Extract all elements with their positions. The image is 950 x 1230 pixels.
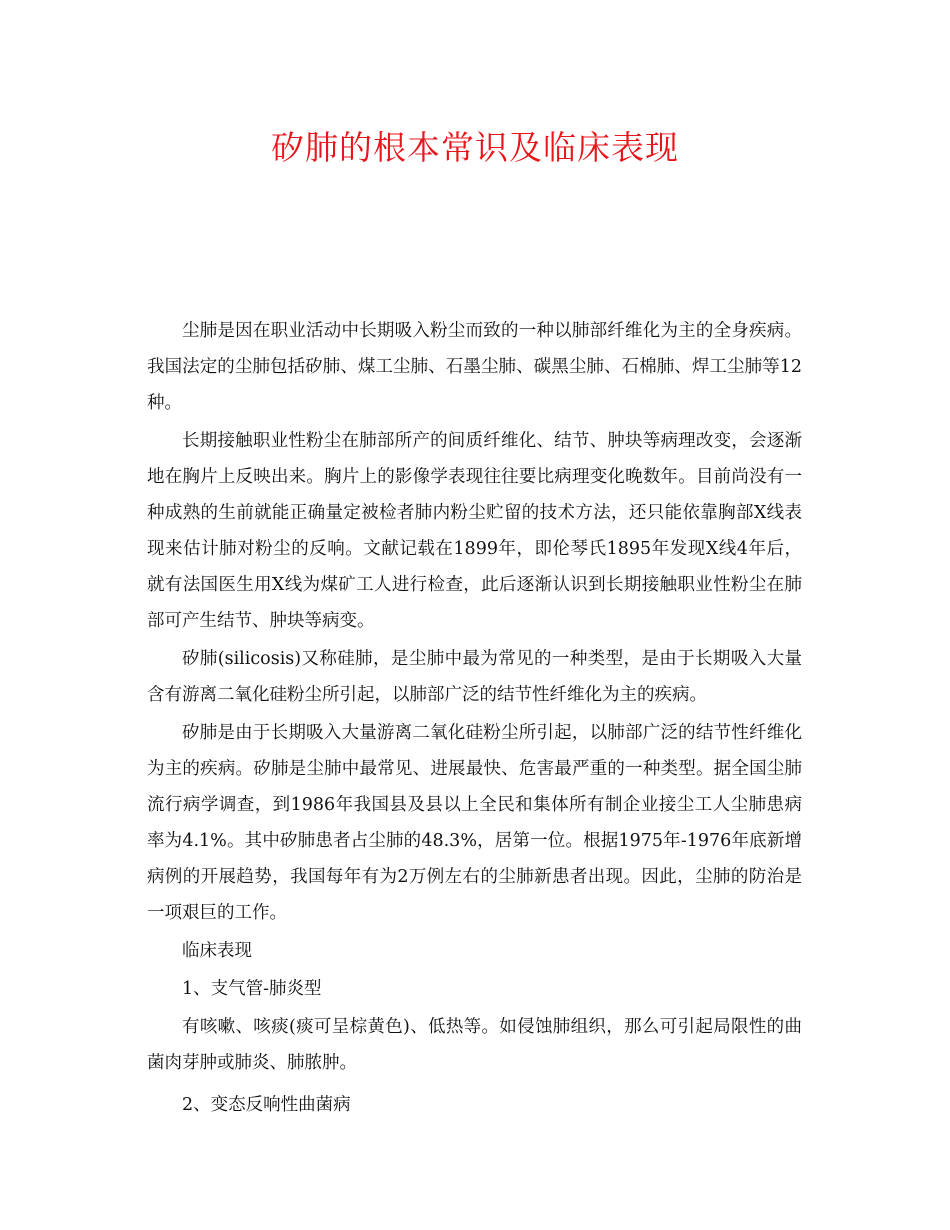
paragraph-bronchopneumonia-symptoms: 有咳嗽、咳痰(痰可呈棕黄色)、低热等。如侵蚀肺组织，那么可引起局限性的曲菌肉芽肿或肺炎、肺脓肿。 <box>147 1017 802 1073</box>
paragraph-silicosis-definition: 矽肺(silicosis)又称硅肺，是尘肺中最为常见的一种类型，是由于长期吸入大量含有游离二氧化硅粉尘所引起，以肺部广泛的结节性纤维化为主的疾病。 <box>147 649 802 705</box>
subheading-allergic-aspergillosis: 2、变态反响性曲菌病 <box>182 1095 351 1115</box>
paragraph-silicosis-epidemiology: 矽肺是由于长期吸入大量游离二氧化硅粉尘所引起，以肺部广泛的结节性纤维化为主的疾病。矽肺是尘肺中最常见、进展最快、危害最严重的一种类型。据全国尘肺流行病学调查，到1986年我国县及县以上全民和集体所有制企业接尘工人尘肺患病率为4.1%。其中矽肺患者占尘肺的48.3%，居第一位。根据1975年-1976年底新增病例的开展趋势，我国每年有为2万例左右的尘肺新患者出现。因此，尘肺的防治是一项艰巨的工作。 <box>147 723 802 923</box>
paragraph-pneumoconiosis-definition: 尘肺是因在职业活动中长期吸入粉尘而致的一种以肺部纤维化为主的全身疾病。我国法定的尘肺包括矽肺、煤工尘肺、石墨尘肺、碳黑尘肺、石棉肺、焊工尘肺等12种。 <box>147 321 802 413</box>
document-body <box>147 313 802 1123</box>
paragraph-xray-history: 长期接触职业性粉尘在肺部所产的间质纤维化、结节、肿块等病理改变，会逐渐地在胸片上反映出来。胸片上的影像学表现往往要比病理变化晚数年。目前尚没有一种成熟的生前就能正确量定被检者肺内粉尘贮留的技术方法，还只能依靠胸部X线表现来估计肺对粉尘的反响。文献记载在1899年，即伦琴氏1895年发现X线4年后，就有法国医生用X线为煤矿工人进行检查，此后逐渐认识到长期接触职业性粉尘在肺部可产生结节、肿块等病变。 <box>147 431 802 631</box>
document-title: 矽肺的根本常识及临床表现 <box>271 128 679 167</box>
subheading-bronchopneumonia: 1、支气管-肺炎型 <box>182 979 322 999</box>
section-heading-clinical: 临床表现 <box>182 941 252 961</box>
